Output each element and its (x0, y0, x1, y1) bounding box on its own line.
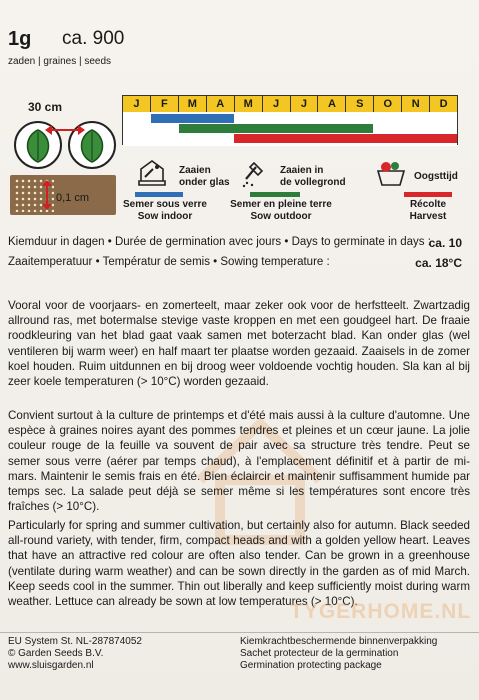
temperature-value: ca. 18°C (415, 256, 462, 270)
watering-can-glass-icon (135, 155, 169, 189)
month-5: M (235, 96, 263, 112)
germination-value: ca. 10 (428, 236, 462, 250)
month-10: O (374, 96, 402, 112)
germination-label: Kiemduur in dagen • Durée de germination avec jours • Days to germinate in days : (8, 236, 431, 248)
legend-indoor-sub: Semer sous verre Sow indoor (123, 199, 207, 222)
description-dutch: Vooral voor de voorjaars- en zomerteelt, maar zeker ook voor de herfstteelt. Zwartzadig allround ras, met botermalse stevige vaste kroppen en met een goudgeel hart. De fraaie roodkleuring van het blad gaat vaak samen met boterzacht blad. Kan onder glas (wel ventileren bij warm weer) en half maart ter plaatse worden gezaaid. Zaaisels in de zomer koel houden. Ruim uitdunnen en bij droog weer voldoende vochtig houden. Sla kan al bij zeer koele temperaturen (> 10°C) worden gezaaid. (8, 299, 470, 389)
sowing-calendar (122, 95, 458, 145)
website-link[interactable]: www.sluisgarden.nl (8, 660, 94, 671)
month-11: N (402, 96, 430, 112)
package-fr: Sachet protecteur de la germination (240, 648, 399, 659)
month-4: A (207, 96, 235, 112)
legend-outdoor-sub: Semer en pleine terre Sow outdoor (230, 199, 332, 222)
footer-left (8, 636, 142, 672)
legend-harvest-swatch (404, 192, 452, 197)
seed-count: ca. 900 (62, 28, 125, 49)
legend-harvest-sub: Récolte Harvest (409, 199, 447, 222)
harvest-basket-icon (374, 155, 408, 189)
month-8: A (318, 96, 346, 112)
company-name: © Garden Seeds B.V. (8, 648, 104, 659)
eu-system-id: EU System St. NL-287874052 (8, 636, 142, 647)
month-1: J (123, 96, 151, 112)
bar-sow-indoor (151, 114, 235, 123)
legend-indoor-swatch (135, 192, 183, 197)
depth-arrow-icon (40, 180, 54, 210)
calendar-months (123, 96, 457, 112)
month-3: M (179, 96, 207, 112)
package-en: Germination protecting package (240, 660, 382, 671)
month-12: D (439, 98, 448, 110)
calendar-bars (123, 112, 457, 146)
bar-harvest (234, 134, 457, 143)
legend-outdoor-swatch (250, 192, 300, 197)
month-7: J (291, 96, 319, 112)
package-nl: Kiemkrachtbeschermende binnenverpakking (240, 636, 438, 647)
legend-outdoor-title: Zaaien in de vollegrond (280, 165, 346, 188)
legend-indoor-title: Zaaien onder glas (179, 165, 230, 188)
seed-weight: 1g (8, 28, 32, 50)
distance-arrow-icon (45, 124, 85, 136)
sowing-depth-label: 0,1 cm (56, 192, 90, 204)
seed-units: zaden | graines | seeds (8, 56, 112, 67)
footer-divider (0, 632, 479, 633)
month-9: S (346, 96, 374, 112)
description-french: Convient surtout à la culture de printemps et d'été mais aussi à la culture d'automne. Une espèce à graines noires ayant des pommes tendres et pleines et un cœur jaune. La jolie couleur rouge de la feuille va souvent de pair avec sa structure très tendre. Peut se semer sous verre (aérer par temps chaud), à l'emplacement définitif et à partir de mi-mars. Maintenir le semis frais en été. Bien éclaircir et maintenir suffisamment humide par temps sec. La salade peut déjà se semer même si les températures sont encore très fraîches (> 10°C). (8, 409, 470, 514)
temperature-label: Zaaitemperatuur • Températur de semis • Sowing temperature : (8, 256, 330, 268)
row-distance-label: 30 cm (28, 100, 63, 114)
watering-can-icon (240, 155, 274, 189)
bar-sow-outdoor (179, 124, 374, 133)
month-6: J (263, 96, 291, 112)
footer-right (240, 636, 437, 672)
watermark-text: TYGERHOME.NL (290, 600, 472, 623)
month-2: F (151, 96, 179, 112)
legend-harvest-title: Oogsttijd (414, 171, 458, 182)
description-english: Particularly for spring and summer cultivation, but certainly also for autumn. Black seeded all-round variety, with tender, firm, compact heads and with a golden yellow heart. Leaves that have an attractive red colour are often also tender. Can be grown in a greenhouse (ventilate during warm weather) and can be sown directly in the garden as of mid March. Keep seeds cool in the summer. Thin out liberally and keep sufficiently moist during warm weather. Lettuce can already be sown at low temperatures (> 10°C). (8, 519, 470, 609)
